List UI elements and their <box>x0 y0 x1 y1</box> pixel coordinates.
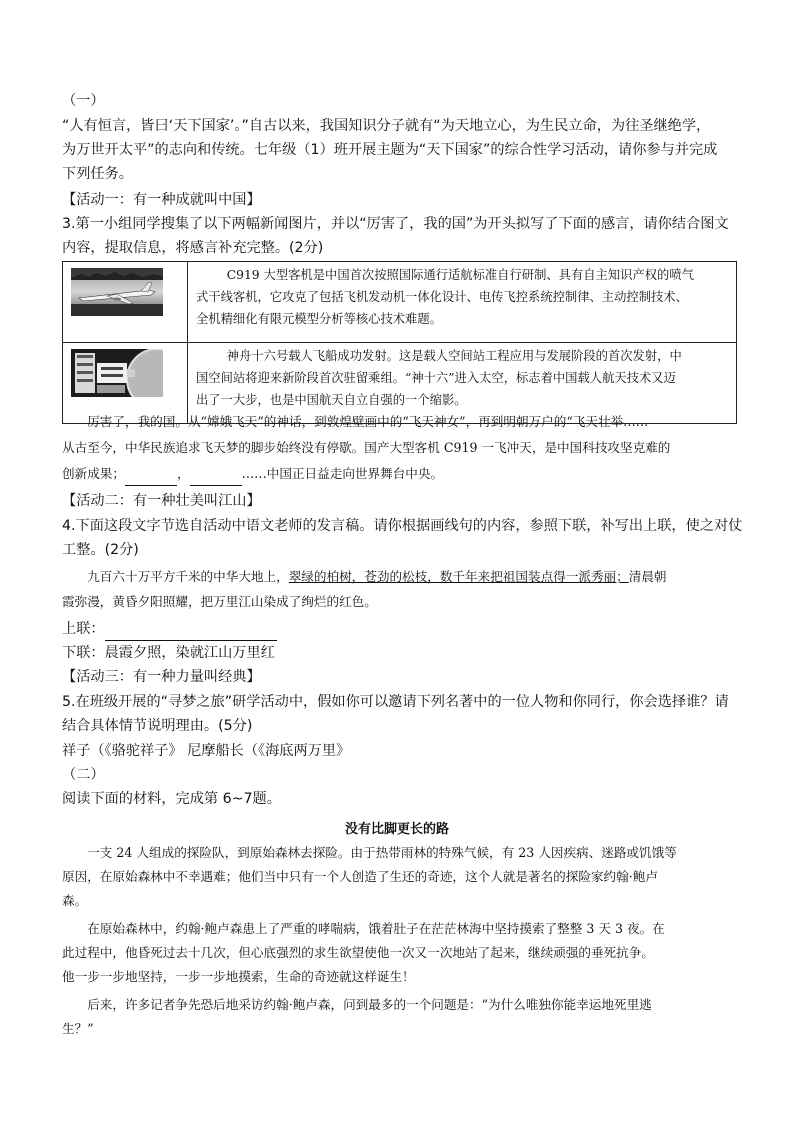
question-5-line-1: 5.在班级开展的“寻梦之旅”研学活动中，假如你可以邀请下列名著中的一位人物和你同行，你会选择谁？请 <box>62 694 729 710</box>
intro-line-3: 下列任务。 <box>62 166 133 182</box>
activity-three-heading: 【活动三：有一种力量叫经典】 <box>62 669 261 685</box>
intro-line-1: “人有恒言，皆曰‘天下国家’。”自古以来，我国知识分子就有“为天地立心，为生民立命，为往圣继绝学， <box>62 118 711 134</box>
news-table <box>62 261 737 424</box>
activity-two-heading: 【活动二：有一种壮美叫江山】 <box>62 493 261 509</box>
speech-line-1 <box>62 566 742 588</box>
question-4-line-1: 4.下面这段文字节选自活动中语文老师的发言稿。请你根据画线句的内容，参照下联，补写出上联，使之对仗 <box>62 518 743 534</box>
c919-airplane-photo <box>71 268 163 316</box>
lower-couplet: 下联：晨霞夕照，染就江山万里红 <box>62 645 275 661</box>
shenzhou-text-line-2: 国空间站将迎来新阶段首次驻留乘组。“神十六”进入太空，标志着中国载人航天技术又迈 <box>196 370 676 385</box>
shenzhou-text-line-1: 神舟十六号载人飞船成功发射。这是载人空间站工程应用与发展阶段的首次发射，中 <box>226 349 682 363</box>
speech-plain-start: 九百六十万平方千米的中华大地上， <box>87 569 289 584</box>
question-3-line-1: 3.第一小组同学搜集了以下两幅新闻图片，并以“厉害了，我的国”为开头拟写了下面的感言，请你结合图文 <box>62 216 729 232</box>
speech-plain-end: 清晨朝 <box>628 569 667 584</box>
article-p2-line-1: 在原始森林中，约翰·鲍卢森患上了严重的哮喘病，饿着肚子在茫茫林海中坚持摸索了整整 3 天 3 夜。在 <box>87 921 665 936</box>
essay-line-3-end: ……中国正日益走向世界舞台中央。 <box>241 466 444 481</box>
article-p2-line-3: 他一步一步地坚持，一步一步地摸索，生命的奇迹就这样诞生！ <box>62 969 415 984</box>
essay-line-3 <box>62 463 742 486</box>
essay-line-3-start: 创新成果； <box>62 466 125 481</box>
article-p3-line-1: 后来，许多记者争先恐后地采访约翰·鲍卢森，问到最多的一个问题是：“为什么唯独你能幸运地死里逃 <box>87 997 652 1012</box>
question-3-line-2: 内容，提取信息，将感言补充完整。(2分) <box>62 240 324 256</box>
essay-line-3-separator: ， <box>176 466 190 481</box>
article-title: 没有比脚更长的路 <box>344 822 449 837</box>
speech-line-2: 霞弥漫，黄昏夕阳照耀，把万里江山染成了绚烂的红色。 <box>62 594 377 609</box>
question-5-line-2: 结合具体情节说明理由。(5分) <box>62 718 253 734</box>
article-p1-line-2: 原因，在原始森林中不幸遇难；他们当中只有一个人创造了生还的奇迹，这个人就是著名的探险家约翰·鲍卢 <box>62 869 658 884</box>
section-one-label: （一） <box>62 93 105 109</box>
news-row-c919 <box>63 262 737 343</box>
c919-text-line-2: 式干线客机，它攻克了包括飞机发动机一体化设计、电传飞控系统控制律、主动控制技术、 <box>196 289 688 304</box>
essay-line-2: 从古至今，中华民族追求飞天梦的脚步始终没有停歇。国产大型客机 C919 一飞冲天，是中国科技攻坚克难的 <box>62 440 671 455</box>
question-5-options: 祥子（《骆驼祥子》 尼摩船长（《海底两万里》 <box>62 743 351 759</box>
shenzhou-text-line-3: 出了一大步，也是中国航天自立自强的一个缩影。 <box>196 392 467 407</box>
shenzhou-16-launch-photo <box>71 349 163 397</box>
activity-one-heading: 【活动一：有一种成就叫中国】 <box>62 192 261 208</box>
article-p3-line-2: 生？” <box>62 1021 94 1036</box>
article-p1-line-3: 森。 <box>62 893 88 908</box>
answer-blank-1[interactable] <box>125 463 177 486</box>
upper-couplet-label: 上联： <box>62 621 105 637</box>
news-text-c919 <box>188 262 737 343</box>
section-two-label: （二） <box>62 767 105 783</box>
intro-line-2: 为万世开太平”的志向和传统。七年级（1）班开展主题为“天下国家”的综合性学习活动，请你参与并完成 <box>62 142 718 158</box>
upper-couplet-row <box>62 618 742 641</box>
article-p1-line-1: 一支 24 人组成的探险队，到原始森林去探险。由于热带雨林的特殊气候，有 23 人因疾病、迷路或饥饿等 <box>87 845 677 860</box>
section-two-instruction: 阅读下面的材料，完成第 6~7题。 <box>62 791 281 807</box>
question-4-line-2: 工整。(2分) <box>62 542 139 558</box>
upper-couplet-answer-blank[interactable] <box>105 618 277 641</box>
c919-text-line-1: C919 大型客机是中国首次按照国际通行适航标准自行研制、具有自主知识产权的喷气 <box>226 268 694 282</box>
speech-underlined-sentence: 翠绿的柏树，苍劲的松枝，数千年来把祖国装点得一派秀丽； <box>288 569 629 584</box>
c919-text-line-3: 全机精细化有限元模型分析等核心技术难题。 <box>196 311 442 326</box>
answer-blank-2[interactable] <box>190 463 242 486</box>
news-image-cell <box>63 262 188 343</box>
article-p2-line-2: 此过程中，他昏死过去十几次，但心底强烈的求生欲望使他一次又一次地站了起来，继续顽强的垂死抗争。 <box>62 945 654 960</box>
essay-line-1: 厉害了，我的国。从“嫦娥飞天”的神话，到敦煌壁画中的“飞天神女”，再到明朝万户的“飞天壮举…… <box>87 414 649 429</box>
